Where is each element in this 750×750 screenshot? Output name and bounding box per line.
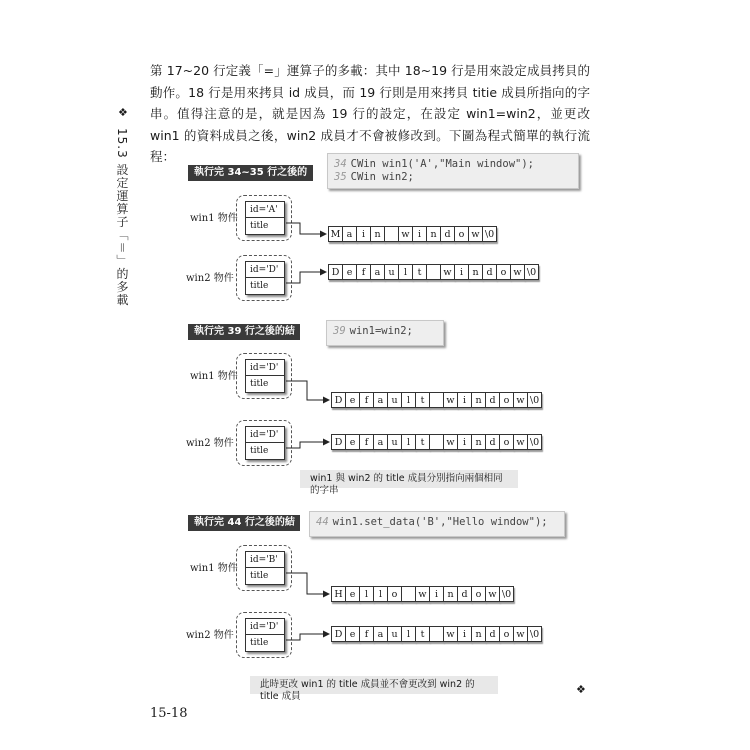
char-cell: d: [485, 626, 500, 642]
char-cell: t: [415, 392, 430, 408]
char-cell: w: [440, 264, 455, 280]
object-title-field: title: [250, 571, 269, 581]
char-cell: n: [471, 626, 486, 642]
char-cell: d: [485, 434, 500, 450]
char-cell: a: [370, 264, 385, 280]
char-cell: t: [415, 626, 430, 642]
char-cell: M: [328, 226, 343, 242]
pointer-arrow: [286, 223, 326, 234]
char-cell: u: [387, 434, 402, 450]
char-cell: e: [342, 264, 357, 280]
char-cell: o: [499, 392, 514, 408]
char-cell: l: [373, 586, 388, 602]
object-label: win2 物件: [186, 273, 234, 284]
char-cell: e: [345, 586, 360, 602]
char-cell: w: [513, 626, 528, 642]
pointer-arrow: [286, 573, 329, 594]
char-cell: o: [496, 264, 511, 280]
char-cell: e: [345, 434, 360, 450]
char-cell: w: [398, 226, 413, 242]
char-cell: D: [328, 264, 343, 280]
object-title-field: title: [250, 221, 269, 231]
char-cell: o: [387, 586, 402, 602]
code-line-text: win1=win2;: [349, 325, 413, 337]
char-cell: \0: [527, 392, 542, 408]
char-cell: D: [331, 626, 346, 642]
object-label: win2 物件: [186, 438, 234, 449]
char-cell: l: [398, 264, 413, 280]
pointer-arrow: [286, 272, 326, 283]
char-cell: u: [384, 264, 399, 280]
char-cell: u: [387, 392, 402, 408]
char-cell: l: [401, 392, 416, 408]
object-id-field: id='D': [246, 262, 284, 278]
char-cell: o: [454, 226, 469, 242]
char-cell: f: [359, 434, 374, 450]
char-cell: w: [485, 586, 500, 602]
char-cell: d: [482, 264, 497, 280]
char-cell: d: [440, 226, 455, 242]
code-line-text: CWin win1('A',"Main window");: [350, 158, 534, 170]
char-cell: o: [499, 626, 514, 642]
pointer-arrow: [286, 381, 329, 400]
stage-title-bar: 執行完 44 行之後的結果: [188, 515, 300, 531]
object-id-field: id='D': [246, 427, 284, 443]
char-cell: a: [373, 626, 388, 642]
char-cell: l: [401, 434, 416, 450]
object-label: win1 物件: [190, 371, 238, 382]
char-cell: n: [370, 226, 385, 242]
pointer-arrow: [286, 634, 329, 640]
object-title-field: title: [250, 638, 269, 648]
char-cell: w: [443, 434, 458, 450]
char-cell: D: [331, 434, 346, 450]
char-cell: a: [373, 434, 388, 450]
code-line-number: 35: [334, 171, 347, 183]
char-cell: e: [345, 626, 360, 642]
code-line-number: 34: [334, 158, 347, 170]
object-label: win1 物件: [190, 213, 238, 224]
pointer-arrow: [286, 442, 329, 448]
char-cell: w: [443, 626, 458, 642]
char-cell: \0: [499, 586, 514, 602]
char-cell: n: [426, 226, 441, 242]
char-cell: a: [373, 392, 388, 408]
object-id-field: id='B': [246, 552, 284, 568]
char-cell: w: [468, 226, 483, 242]
char-cell: \0: [527, 434, 542, 450]
object-title-field: title: [250, 446, 269, 456]
page-number: 15-18: [150, 706, 188, 721]
code-line-number: 39: [333, 325, 346, 337]
stage-title-bar: 執行完 34~35 行之後的結果: [188, 165, 313, 181]
code-line-text: CWin win2;: [350, 171, 414, 183]
object-id-field: id='D': [246, 360, 284, 376]
char-cell: e: [345, 392, 360, 408]
char-cell: a: [342, 226, 357, 242]
char-cell: f: [359, 626, 374, 642]
section-heading: 15.3 設定運算子「＝」的多載: [115, 128, 129, 307]
code-line-text: win1.set_data('B',"Hello window");: [332, 516, 548, 528]
char-cell: i: [457, 626, 472, 642]
char-cell: w: [510, 264, 525, 280]
char-cell: t: [415, 434, 430, 450]
char-cell: \0: [524, 264, 539, 280]
body-paragraph: 第 17~20 行定義「=」運算子的多載：其中 18~19 行是用來設定成員拷貝的動作。18 行是用來拷貝 id 成員，而 19 行則是用來拷貝 titie 成員所指向的字串。值得注意的是，就是因為 19 行的設定，在設定 win1=win2，並更改 win1 的資料成員之後，win2 成員才不會被修改到。下圖為程式簡單的執行流程：: [150, 63, 590, 164]
char-cell: n: [471, 392, 486, 408]
diagram-caption: 此時更改 win1 的 title 成員並不會更改到 win2 的 title 成員: [250, 676, 498, 694]
char-cell: n: [471, 434, 486, 450]
object-label: win1 物件: [190, 563, 238, 574]
char-cell: o: [499, 434, 514, 450]
diagram-caption: win1 與 win2 的 title 成員分別指向兩個相同的字串: [300, 470, 518, 488]
side-diamond-icon: ❖: [118, 106, 128, 119]
char-cell: o: [471, 586, 486, 602]
object-id-field: id='A': [246, 202, 284, 218]
char-cell: t: [412, 264, 427, 280]
char-cell: w: [415, 586, 430, 602]
char-cell: w: [513, 434, 528, 450]
char-cell: d: [485, 392, 500, 408]
char-cell: D: [331, 392, 346, 408]
code-line-number: 44: [316, 516, 329, 528]
char-cell: l: [359, 586, 374, 602]
char-cell: d: [457, 586, 472, 602]
char-cell: w: [443, 392, 458, 408]
char-cell: i: [412, 226, 427, 242]
stage-title-bar: 執行完 39 行之後的結果: [188, 324, 300, 340]
char-cell: w: [513, 392, 528, 408]
char-cell: n: [468, 264, 483, 280]
object-label: win2 物件: [186, 630, 234, 641]
char-cell: f: [359, 392, 374, 408]
char-cell: i: [429, 586, 444, 602]
char-cell: H: [331, 586, 346, 602]
char-cell: i: [454, 264, 469, 280]
object-title-field: title: [250, 379, 269, 389]
char-cell: l: [401, 626, 416, 642]
char-cell: i: [457, 392, 472, 408]
char-cell: \0: [527, 626, 542, 642]
object-id-field: id='D': [246, 619, 284, 635]
char-cell: i: [356, 226, 371, 242]
char-cell: u: [387, 626, 402, 642]
end-diamond-icon: ❖: [576, 683, 586, 696]
char-cell: f: [356, 264, 371, 280]
char-cell: n: [443, 586, 458, 602]
object-title-field: title: [250, 281, 269, 291]
char-cell: i: [457, 434, 472, 450]
char-cell: \0: [482, 226, 497, 242]
